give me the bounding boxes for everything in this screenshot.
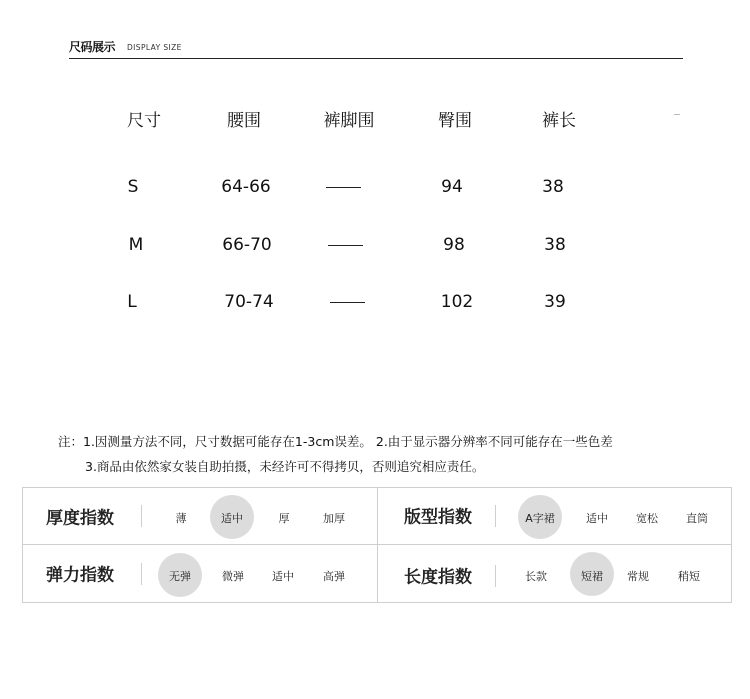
elasticity-label: 弹力指数 [46,565,114,586]
thickness-option-medium: 适中 [221,512,243,525]
thickness-option-extra-thick: 加厚 [323,512,345,525]
title-chinese: 尺码展示 [69,40,116,54]
fit-separator [495,505,496,527]
col-header-hem: 裤脚围 [323,111,375,131]
note-line-1: 注：1.因测量方法不同，尺寸数据可能存在1-3cm误差。 2.由于显示器分辨率不同可能存在一些色差 [58,434,613,449]
fit-option-straight: 直筒 [686,512,708,525]
fit-option-regular: 适中 [586,512,608,525]
thickness-separator [141,505,142,527]
row-m-size: M [128,235,144,255]
fit-label: 版型指数 [404,507,472,528]
elasticity-option-high: 高弹 [323,570,345,583]
length-option-regular: 常规 [627,570,649,583]
title-english: DISPLAY SIZE [127,43,182,52]
col-header-length: 裤长 [542,111,576,131]
row-m-hem-dash [328,245,363,246]
note-line-2: 3.商品由依然家女装自助拍摄，未经许可不得拷贝，否则追究相应责任。 [85,459,485,474]
length-option-slightly-short: 稍短 [678,570,700,583]
length-option-long: 长款 [525,570,547,583]
length-label: 长度指数 [404,567,472,588]
row-s-hip: 94 [441,177,463,197]
col-header-waist: 腰围 [227,111,261,131]
elasticity-option-none: 无弹 [169,570,191,583]
row-l-hem-dash [330,302,365,303]
row-m-waist: 66-70 [222,235,272,255]
fit-option-a-line: A字裙 [525,512,555,525]
fit-option-loose: 宽松 [636,512,658,525]
row-l-size: L [127,292,137,312]
row-s-size: S [127,177,139,197]
elasticity-option-medium: 适中 [272,570,294,583]
thickness-label: 厚度指数 [46,508,114,529]
row-s-length: 38 [542,177,564,197]
length-option-short-skirt: 短裙 [581,570,603,583]
thickness-option-thin: 薄 [175,512,187,525]
row-l-hip: 102 [440,292,474,312]
row-m-length: 38 [544,235,566,255]
grid-divider-vertical [377,487,378,603]
elasticity-option-slight: 微弹 [222,570,244,583]
row-m-hip: 98 [443,235,465,255]
row-s-waist: 64-66 [221,177,271,197]
row-l-length: 39 [544,292,566,312]
elasticity-separator [141,563,142,585]
length-separator [495,565,496,587]
row-l-waist: 70-74 [224,292,274,312]
decorative-mark [674,114,680,115]
col-header-size: 尺寸 [127,111,161,131]
thickness-option-thick: 厚 [278,512,290,525]
section-title [69,36,683,59]
col-header-hip: 臀围 [438,111,472,131]
row-s-hem-dash [326,187,361,188]
